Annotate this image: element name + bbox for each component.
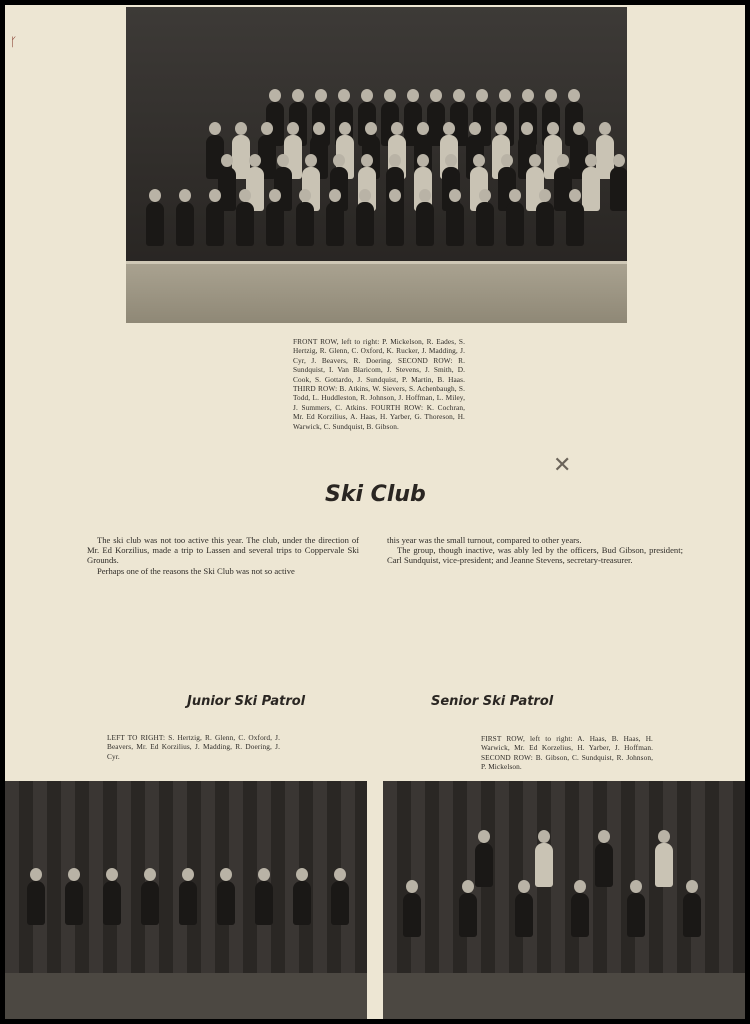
paragraph: this year was the small turnout, compared to other years.: [387, 535, 582, 545]
person-silhouette: [582, 167, 600, 211]
person-silhouette: [571, 893, 589, 937]
person-silhouette: [176, 202, 194, 246]
person-silhouette: [27, 881, 45, 925]
person-silhouette: [331, 881, 349, 925]
person-silhouette: [103, 881, 121, 925]
person-silhouette: [386, 202, 404, 246]
person-silhouette: [146, 202, 164, 246]
person-silhouette: [293, 881, 311, 925]
person-silhouette: [627, 893, 645, 937]
person-silhouette: [536, 202, 554, 246]
person-silhouette: [476, 202, 494, 246]
ski-club-group-photo: [126, 7, 627, 323]
person-silhouette: [459, 893, 477, 937]
person-silhouette: [595, 843, 613, 887]
person-silhouette: [506, 202, 524, 246]
person-silhouette: [475, 843, 493, 887]
person-silhouette: [403, 893, 421, 937]
floor: [5, 973, 367, 1019]
person-silhouette: [416, 202, 434, 246]
person-silhouette: [206, 202, 224, 246]
person-silhouette: [655, 843, 673, 887]
junior-patrol-caption: LEFT TO RIGHT: S. Hertzig, R. Glenn, C. Oxford, J. Beavers, Mr. Ed Korzilius, J. Madding, R. Doering, J. Cyr.: [107, 733, 280, 761]
person-silhouette: [326, 202, 344, 246]
person-silhouette: [446, 202, 464, 246]
junior-patrol-photo: [5, 781, 367, 1019]
senior-patrol-title: Senior Ski Patrol: [431, 694, 554, 709]
paragraph: Perhaps one of the reasons the Ski Club was not so active: [97, 565, 295, 576]
pencil-mark: ✕: [553, 453, 572, 478]
stage-front: [126, 261, 627, 323]
person-silhouette: [266, 202, 284, 246]
person-silhouette: [356, 202, 374, 246]
person-silhouette: [65, 881, 83, 925]
senior-patrol-caption: FIRST ROW, left to right: A. Haas, B. Haas, H. Warwick, Mr. Ed Korzelius, H. Yarber, J. Hoffman. SECOND ROW: B. Gibson, C. Sundquist, R. Johnson, P. Mickelson.: [481, 734, 653, 772]
person-silhouette: [566, 202, 584, 246]
corner-mark: ᚴ: [10, 35, 18, 49]
person-silhouette: [236, 202, 254, 246]
person-silhouette: [683, 893, 701, 937]
ski-club-text-col1: [87, 535, 359, 576]
ski-club-text-col2: [387, 535, 683, 566]
person-silhouette: [535, 843, 553, 887]
person-silhouette: [255, 881, 273, 925]
junior-patrol-title: Junior Ski Patrol: [187, 694, 306, 709]
group-photo-caption: FRONT ROW, left to right: P. Mickelson, R. Eades, S. Hertzig, R. Glenn, C. Oxford, K. Rucker, J. Madding, J. Cyr, J. Beavers, R. Doering. SECOND ROW: R. Sundquist, I. Van Blaricom, J. Stevens, J. Smith, D. Cook, S. Gottardo, J. Sundquist, P. Martin, B. Haas. THIRD ROW: B. Atkins, W. Sievers, S. Achenbaugh, S. Todd, L. Huddleston, R. Johnson, J. Hoffman, L. Miley, J. Summers, C. Atkins. FOURTH ROW: K. Cochran, Mr. Ed Korzilius, A. Haas, H. Yarber, G. Thoreson, H. Warwick, C. Sundquist, B. Gibson.: [293, 337, 465, 431]
person-silhouette: [179, 881, 197, 925]
person-silhouette: [610, 167, 627, 211]
person-silhouette: [296, 202, 314, 246]
person-silhouette: [217, 881, 235, 925]
paragraph: The ski club was not too active this year. The club, under the direction of Mr. Ed Korzilius, made a trip to Lassen and several trips to Coppervale Ski Grounds.: [87, 535, 359, 566]
person-silhouette: [141, 881, 159, 925]
floor: [383, 973, 745, 1019]
person-silhouette: [515, 893, 533, 937]
paragraph: The group, though inactive, was ably led by the officers, Bud Gibson, president; Carl Sundquist, vice-president; and Jeanne Stevens, secretary-treasurer.: [387, 545, 683, 566]
yearbook-page: [5, 5, 745, 1019]
ski-club-title: Ski Club: [325, 482, 426, 507]
senior-patrol-photo: [383, 781, 745, 1019]
